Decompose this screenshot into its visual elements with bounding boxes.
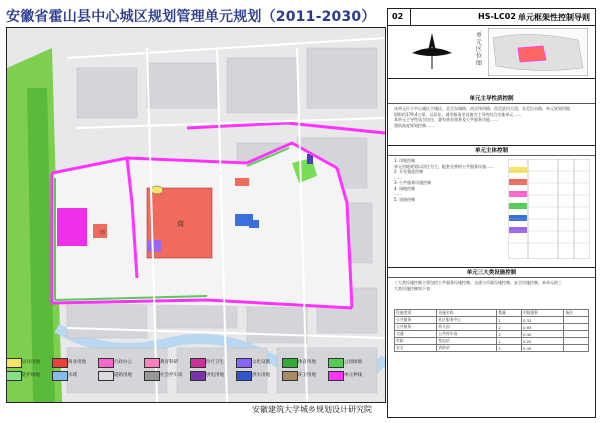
legend-swatch [144, 371, 160, 381]
panel-header [388, 9, 595, 26]
legend-swatch [190, 358, 206, 368]
table-cell: 安全 [395, 345, 437, 352]
legend-item [98, 371, 140, 380]
sheet-title: 安徽省霍山县中心城区规划管理单元规划（2011-2030） [6, 9, 376, 25]
section-heading: 单元主体控制 [388, 147, 595, 156]
legend-swatch [98, 371, 114, 381]
legend-label: 行政办公 [114, 360, 132, 365]
legend-item [328, 358, 370, 367]
table-cell: 1 [497, 338, 522, 345]
table-cell: 数量 [497, 310, 522, 317]
legend-item [236, 358, 278, 367]
svg-text:商: 商 [177, 220, 184, 228]
legend-label: 公园绿地 [344, 360, 362, 365]
table-cell: 交通 [395, 331, 437, 338]
map-legend [6, 358, 376, 398]
legend-swatch [144, 358, 160, 368]
location-map [388, 26, 595, 79]
legend-swatch [328, 371, 344, 381]
legend-label: 医疗卫生 [206, 360, 224, 365]
legend-swatch [236, 371, 252, 381]
table-cell: 1 [497, 317, 522, 324]
table-cell: 0.20 [521, 338, 563, 345]
legend-label: 居住用地 [22, 360, 40, 365]
legend-swatch [282, 371, 298, 381]
table-row [395, 310, 589, 317]
table-cell: 消防站 [437, 345, 497, 352]
table-cell: 设施类别 [395, 310, 437, 317]
section-main-control: 单元主体控制 1. 用地控制 单元用地规划以居住为主，配套完善的公共服务设施…… 2. 开发强度控制 …… 3. 公共服务设施控制 4. 绿地控制 …… 5. 道路控制 [388, 147, 595, 268]
map-svg [7, 28, 385, 402]
table-cell: 公共停车场 [437, 331, 497, 338]
legend-label: 体育用地 [298, 360, 316, 365]
table-cell: 公共服务 [395, 324, 437, 331]
table-cell: 0.32 [521, 317, 563, 324]
table-cell: 幼儿园 [437, 324, 497, 331]
legend-item [98, 358, 140, 367]
table-cell: 市政 [395, 338, 437, 345]
legend-label: 供水用地 [252, 373, 270, 378]
legend-item [144, 371, 186, 380]
table-cell: 1 [497, 345, 522, 352]
table-cell: 变电站 [437, 338, 497, 345]
table-cell: 公共服务 [395, 317, 437, 324]
section-facilities: 单元三大类设施控制 三大类设施控制主要包括公共服务设施控制、交通与市政设施控制、安全设施控制。本单元的三 大类设施控制如下表： 设施类别 设施名称 数量 用地面积 备注 公共服务 社区服务中心 1 0.32 公共服务 幼儿园 2 0.65 交通 公共停车场 2 0.40 市政 变电站 1 0.20 安全 消防站 1 0.35 [388, 269, 595, 415]
sheet-number: 02 [392, 12, 404, 21]
table-cell: 社区服务中心 [437, 317, 497, 324]
table-cell: 2 [497, 324, 522, 331]
legend-swatch [6, 358, 22, 368]
table-cell [564, 317, 589, 324]
legend-label: 文化设施 [252, 360, 270, 365]
legend-item [282, 371, 324, 380]
legend-item [282, 358, 324, 367]
legend-swatch [52, 371, 68, 381]
unit-code: HS-LC02 [478, 12, 516, 21]
legend-item [52, 358, 94, 367]
legend-item [236, 371, 278, 380]
table-row [395, 317, 589, 324]
table-cell [564, 331, 589, 338]
legend-label: 商业用地 [68, 360, 86, 365]
table-cell: 0.65 [521, 324, 563, 331]
legend-swatch [6, 371, 22, 381]
legend-label: 供电用地 [206, 373, 224, 378]
panel-title: 单元框架性控制导则 [518, 13, 590, 22]
legend-item [52, 371, 94, 380]
section-heading: 单元三大类设施控制 [388, 269, 595, 278]
legend-label: 社会停车场 [160, 373, 183, 378]
legend-swatch [98, 358, 114, 368]
legend-item [6, 371, 48, 380]
legend-swatch [236, 358, 252, 368]
legend-item [328, 371, 370, 380]
legend-label: 单元界线 [344, 373, 362, 378]
table-row [395, 345, 589, 352]
table-cell: 备注 [564, 310, 589, 317]
legend-label: 水域 [68, 373, 77, 378]
legend-swatch [282, 358, 298, 368]
table-row [395, 338, 589, 345]
legend-label: 教育科研 [160, 360, 178, 365]
table-cell [564, 324, 589, 331]
table-row [395, 324, 589, 331]
svg-text:商: 商 [100, 230, 106, 236]
legend-label: 道路用地 [114, 373, 132, 378]
land-use-summary-table [508, 159, 590, 259]
facility-table [394, 309, 589, 352]
credit-text: 安徽建筑大学城乡规划设计研究院 [252, 405, 372, 414]
section-heading: 单元主导性质控制 [388, 95, 595, 104]
unit-map [6, 27, 386, 403]
location-map-label: 单元区位图 [476, 32, 483, 67]
section-nature: 单元主导性质控制 该单元位于中心城区主城区，北至东城路，南至纬四路，西至滨河大道，东至沿水路，单元规划用地 面积约179.4公顷，以居住、商业服务业设施为主导的综合功能单元…… 本单元主导性质为居住，兼有商业商务及公共服务功能…… 建筑高度规划控制…… [388, 95, 595, 146]
admin-parcel [57, 208, 87, 246]
legend-label: 环卫用地 [298, 373, 316, 378]
table-cell: 0.40 [521, 331, 563, 338]
table-cell: 0.35 [521, 345, 563, 352]
table-cell: 2 [497, 331, 522, 338]
table-cell: 设施名称 [437, 310, 497, 317]
table-cell [564, 345, 589, 352]
legend-item [190, 371, 232, 380]
legend-item [190, 358, 232, 367]
control-panel [387, 8, 596, 418]
legend-label: 防护绿地 [22, 373, 40, 378]
legend-item [144, 358, 186, 367]
legend-swatch [328, 358, 344, 368]
legend-swatch [52, 358, 68, 368]
location-inset [488, 28, 588, 76]
table-cell [564, 338, 589, 345]
legend-swatch [190, 371, 206, 381]
legend-item [6, 358, 48, 367]
table-row [395, 331, 589, 338]
table-cell: 用地面积 [521, 310, 563, 317]
north-arrow-icon [392, 29, 472, 75]
